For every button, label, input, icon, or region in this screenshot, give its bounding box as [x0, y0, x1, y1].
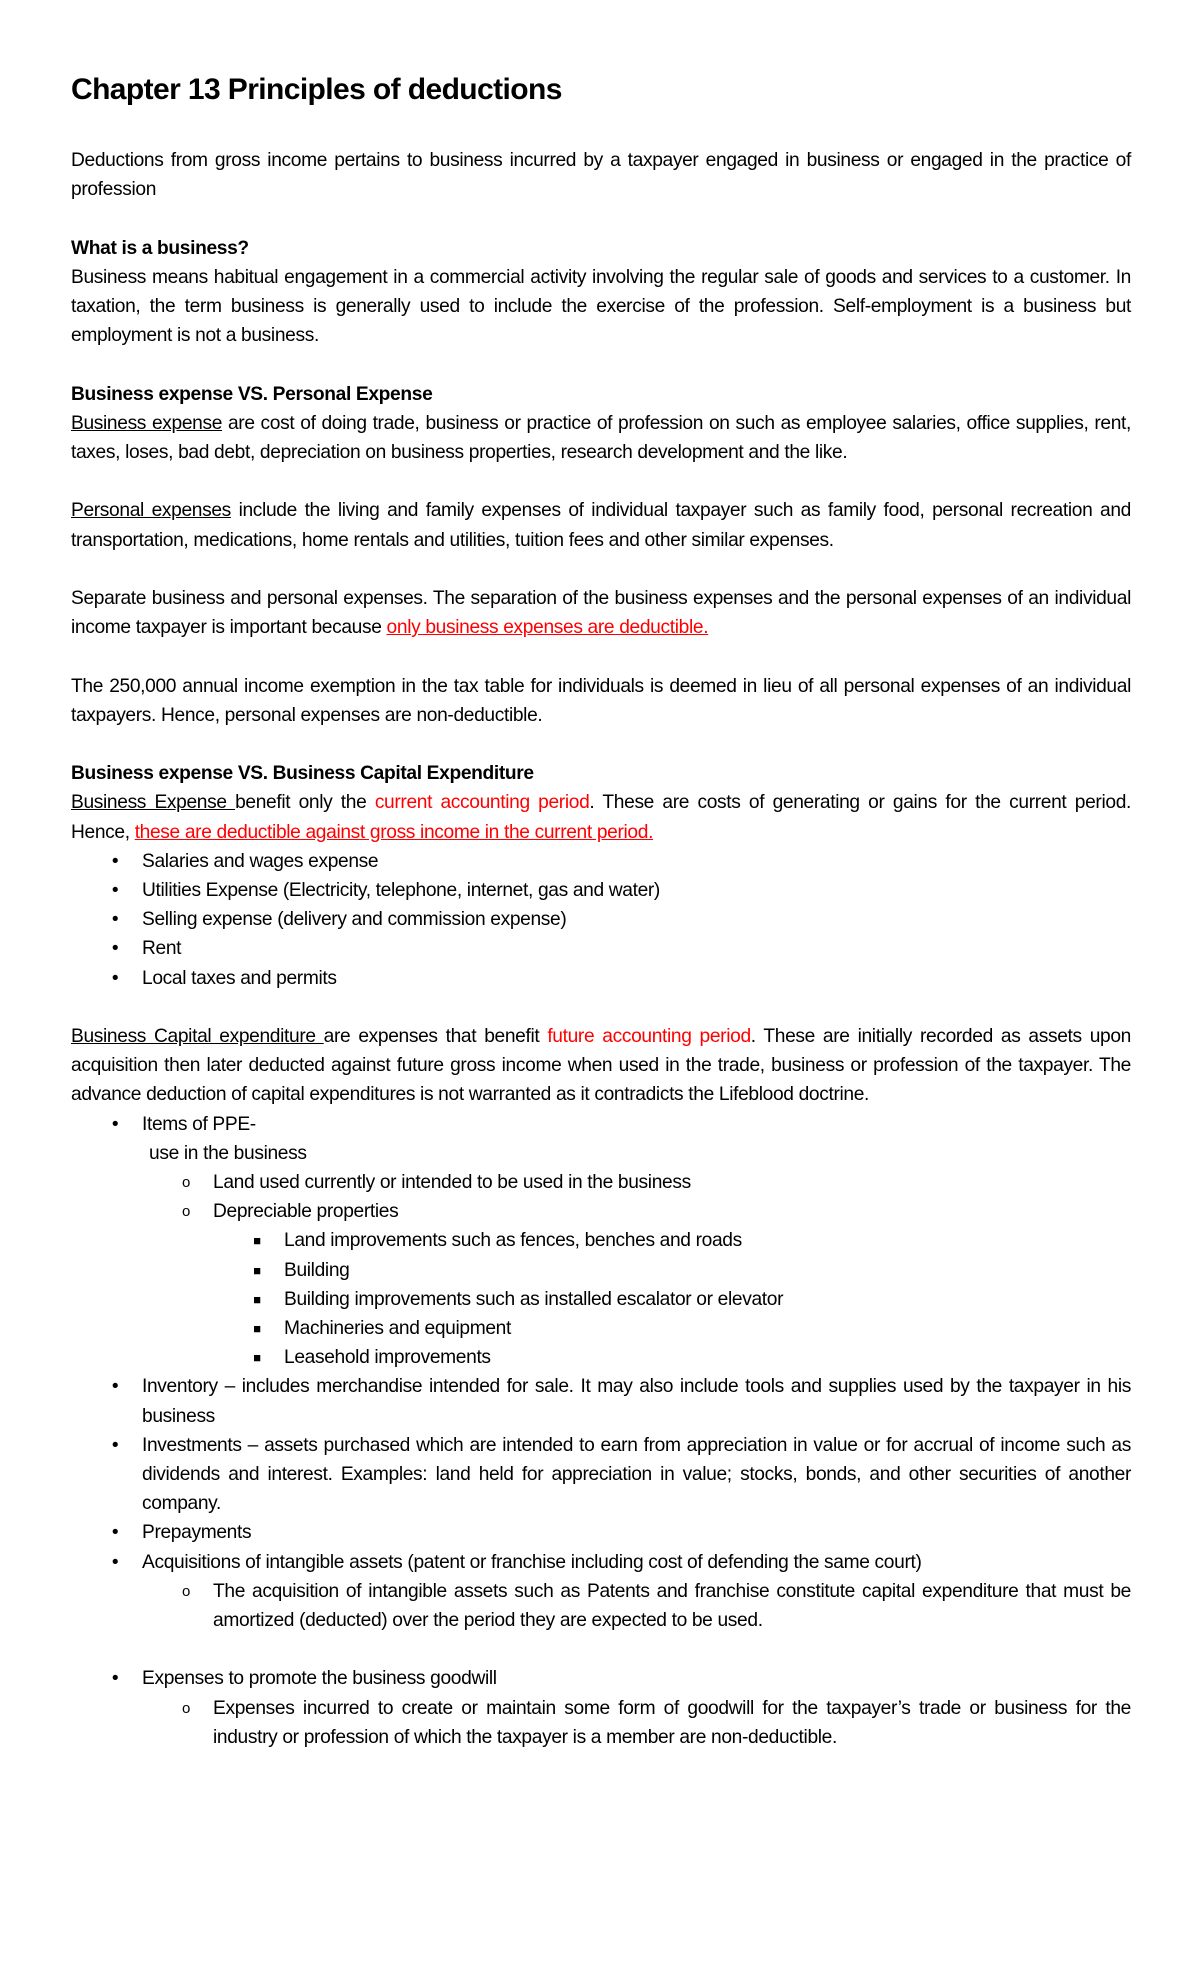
separate-expenses-body: Separate business and personal expenses. The separation of the business expenses and the personal expenses of an individual income taxpayer is important because [71, 587, 1131, 639]
hollow-circle-bullet-icon: o [182, 1174, 190, 1191]
list-item [71, 964, 1131, 993]
deductible-highlight: only business expenses are deductible. [386, 617, 709, 639]
square-bullet-icon: ■ [253, 1350, 261, 1366]
capital-expenditure-term: Business Capital expenditure [71, 1025, 324, 1047]
separate-expenses-paragraph [71, 584, 1131, 642]
sub-list-item [71, 1168, 1131, 1197]
capital-expenditure-paragraph [71, 1022, 1131, 1110]
intro-paragraph: Deductions from gross income pertains to business incurred by a taxpayer engaged in business or engaged in the practice of profession [71, 150, 1131, 201]
bullet-icon: • [111, 1376, 119, 1398]
bullet-icon: • [111, 850, 119, 872]
page-title: Chapter 13 Principles of deductions [71, 73, 562, 106]
list-item [71, 934, 1131, 963]
bullet-icon: • [111, 967, 119, 989]
sub-sub-list-item [71, 1343, 1131, 1372]
document-page [71, 70, 1131, 1752]
list-item-text: Building improvements such as installed escalator or elevator [284, 1288, 784, 1310]
hollow-circle-bullet-icon: o [182, 1203, 190, 1221]
bullet-icon: • [111, 1522, 119, 1544]
sub-list-item [71, 1197, 1131, 1226]
list-item-text: Building [284, 1259, 350, 1281]
business-expense-body: are cost of doing trade, business or practice of profession on such as employee salaries, office supplies, rent, taxes, loses, bad debt, depreciation on business properties, research development and the like. [71, 412, 1131, 463]
list-item-inventory [71, 1372, 1131, 1430]
list-item-text: Prepayments [142, 1522, 252, 1544]
bullet-icon: • [111, 909, 119, 931]
list-item [71, 905, 1131, 934]
list-item-text: Leasehold improvements [284, 1347, 491, 1369]
square-bullet-icon: ■ [253, 1233, 261, 1249]
bullet-icon: • [111, 1113, 119, 1135]
bullet-icon: • [111, 1434, 119, 1456]
square-bullet-icon: ■ [253, 1321, 261, 1337]
sub-sub-list-item [71, 1314, 1131, 1343]
personal-expense-body: include the living and family expenses of individual taxpayer such as family food, personal recreation and transportation, medications, home rentals and utilities, tuition fees and other similar expenses. [71, 500, 1131, 551]
list-item-text: use in the business [149, 1142, 307, 1164]
sub-sub-list-item [71, 1285, 1131, 1314]
list-item-text: Depreciable properties [213, 1201, 399, 1223]
list-item-text: Inventory – includes merchandise intended for sale. It may also include tools and supplies used by the taxpayer in his business [142, 1376, 1131, 1427]
list-item-continuation [71, 1139, 1131, 1168]
list-item-text: Items of PPE- [142, 1113, 256, 1135]
be-body-2: . These are costs of generating or gains for the current period. Hence, [71, 792, 1131, 843]
be-body-1: benefit only the [235, 792, 375, 814]
list-item-text: Salaries and wages expense [142, 850, 379, 872]
list-item-text: Investments – assets purchased which are intended to earn from appreciation in value or for accrual of income such as dividends and interest. Examples: land held for appreciation in value; stocks, bonds, and other securities of another company. [142, 1434, 1131, 1515]
list-item-text: Expenses to promote the business goodwill [142, 1668, 497, 1690]
sub-list-item [71, 1577, 1131, 1635]
business-expense-term: Business expense [71, 412, 223, 434]
list-item-text: Local taxes and permits [142, 967, 337, 989]
list-item-text: Land improvements such as fences, benches and roads [284, 1230, 742, 1252]
bce-body-2: . These are initially recorded as assets upon acquisition then later deducted against future gross income when used in the trade, business or profession of the taxpayer. The advance deduction of capital expenditures is not warranted as it contradicts the Lifeblood doctrine. [71, 1025, 1132, 1106]
personal-expense-term: Personal expenses [71, 500, 231, 522]
square-bullet-icon: ■ [253, 1262, 261, 1278]
bullet-icon: • [111, 1668, 119, 1690]
bullet-icon: • [111, 938, 119, 960]
bullet-icon: • [111, 879, 119, 901]
business-expense-list [71, 847, 1131, 993]
list-item-text: Rent [142, 938, 182, 960]
list-item-text: Machineries and equipment [284, 1318, 511, 1340]
personal-expense-paragraph [71, 496, 1131, 554]
list-item-goodwill [71, 1664, 1131, 1693]
list-item-text: Land used currently or intended to be used in the business [213, 1172, 691, 1193]
heading-business-vs-personal: Business expense VS. Personal Expense [71, 383, 433, 405]
business-expense-capital-paragraph [71, 788, 1131, 846]
list-item-investments [71, 1431, 1131, 1519]
list-item [71, 876, 1131, 905]
future-period-highlight: future accounting period [547, 1025, 751, 1047]
list-item-text: Expenses incurred to create or maintain some form of goodwill for the taxpayer’s trade or business for the industry or profession of which the taxpayer is a member are non-deductible. [213, 1697, 1131, 1748]
list-item-text: Selling expense (delivery and commission expense) [142, 909, 567, 931]
hollow-circle-bullet-icon: o [182, 1582, 190, 1600]
current-period-highlight: current accounting period [374, 792, 590, 814]
list-item-text: Acquisitions of intangible assets (patent or franchise including cost of defending the same court) [142, 1551, 922, 1573]
list-item [71, 847, 1131, 876]
list-item-text: Utilities Expense (Electricity, telephone, internet, gas and water) [142, 879, 660, 901]
bce-body-1: are expenses that benefit [323, 1025, 548, 1047]
square-bullet-icon: ■ [253, 1291, 261, 1307]
business-expense-term-2: Business Expense [71, 792, 236, 814]
capital-expenditure-list [71, 1110, 1131, 1636]
sub-list-item [71, 1694, 1131, 1752]
sub-sub-list-item [71, 1226, 1131, 1255]
list-item-prepayments [71, 1518, 1131, 1547]
deductible-current-highlight: these are deductible against gross income in the current period. [134, 821, 654, 843]
list-item-ppe [71, 1110, 1131, 1139]
hollow-circle-bullet-icon: o [182, 1699, 190, 1717]
list-item-text: The acquisition of intangible assets such as Patents and franchise constitute capital expenditure that must be amortized (deducted) over the period they are expected to be used. [213, 1580, 1131, 1632]
bullet-icon: • [111, 1551, 119, 1573]
business-expense-paragraph [71, 409, 1131, 467]
heading-what-is-business: What is a business? [71, 237, 249, 259]
sub-sub-list-item [71, 1256, 1131, 1285]
business-definition: Business means habitual engagement in a commercial activity involving the regular sale of goods and services to a customer. In taxation, the term business is generally used to include the exercise of the profession. Self-employment is a business but employment is not a business. [71, 266, 1131, 347]
list-item-intangibles [71, 1548, 1131, 1577]
heading-business-vs-capital: Business expense VS. Business Capital Expenditure [71, 763, 534, 785]
exemption-paragraph: The 250,000 annual income exemption in the tax table for individuals is deemed in lieu of all personal expenses of an individual taxpayers. Hence, personal expenses are non-deductible. [71, 675, 1131, 726]
goodwill-list [71, 1664, 1131, 1752]
